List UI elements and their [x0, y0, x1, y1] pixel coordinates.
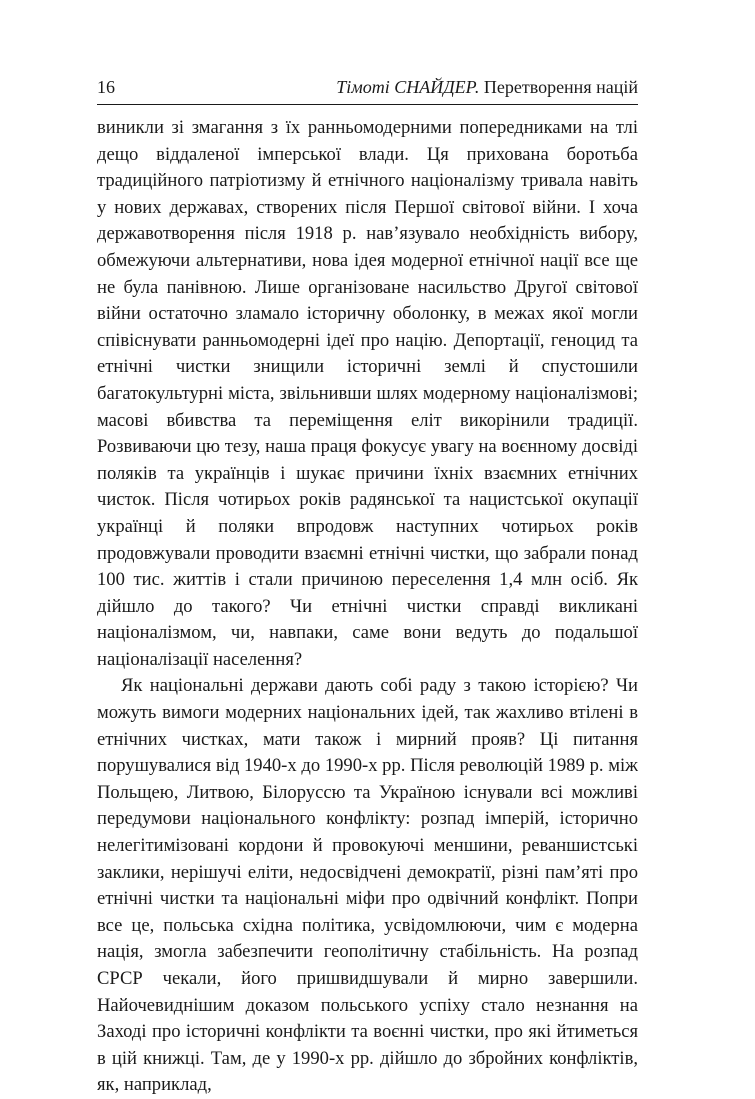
- book-title: Перетворення націй: [483, 77, 638, 97]
- body-text: [97, 115, 638, 1099]
- running-head: [97, 77, 638, 105]
- paragraph: Як національні держави дають собі раду з такою історією? Чи можуть вимоги модерних національних ідей, так жахливо втілені в етнічних чистках, мати також і мирний прояв? Ці питання порушувалися від 1940-х до 1990-х рр. Після революцій 1989 р. між Польщею, Литвою, Білоруссю та Україною існували всі можливі передумови національного конфлікту: розпад імперій, історично нелегітимізовані кордони й провокуючі меншини, реваншистські заклики, нерішучі еліти, недосвідчені демократії, різні пам’яті про етнічні чистки та національні міфи про одвічний конфлікт. Попри все це, польська східна політика, усвідомлюючи, чим є модерна нація, змогла забезпечити геополітичну стабільність. На розпад СРСР чекали, його пришвидшували й мирно завершили. Найочевиднішим доказом польського успіху стало незнання на Заході про історичні конфлікти та воєнні чистки, про які йтиметься в цій книжці. Там, де у 1990-х рр. дійшло до збройних конфліктів, як, наприклад,: [97, 675, 638, 1096]
- running-title: [336, 77, 638, 98]
- page-number: 16: [97, 77, 115, 97]
- paragraph-continued: виникли зі змагання з їх ранньомодерними попередниками на тлі дещо віддаленої імперської влади. Ця прихована боротьба традиційного патріотизму й етнічного націоналізму тривала навіть у нових державах, створених після Першої світової війни. І хоча державотворення після 1918 р. нав’язувало необхідність вибору, обмежуючи альтернативи, нова ідея модерної етнічної нації все ще не була панівною. Лише організоване насильство Другої світової війни остаточно зламало історичну оболонку, в межах якої могли співіснувати ранньомодерні ідеї про націю. Депортації, геноцид та етнічні чистки знищили історичні землі й спустошили багатокультурні міста, звільнивши шлях модерному націоналізмові; масові вбивства та переміщення еліт викорінили традиції. Розвиваючи цю тезу, наша праця фокусує увагу на воєнному досвіді поляків та українців і шукає причини їхніх взаємних етнічних чисток. Після чотирьох років радянської та нацистської окупації українці й поляки впродовж наступних чотирьох років продовжували проводити взаємні етнічні чистки, що забрали понад 100 тис. життів і стали причиною переселення 1,4 млн осіб. Як дійшло до такого? Чи етнічні чистки справді викликані націоналізмом, чи, навпаки, саме вони ведуть до подальшої націоналізації населення?: [97, 117, 638, 670]
- author-name: Тімоті СНАЙДЕР.: [336, 77, 480, 97]
